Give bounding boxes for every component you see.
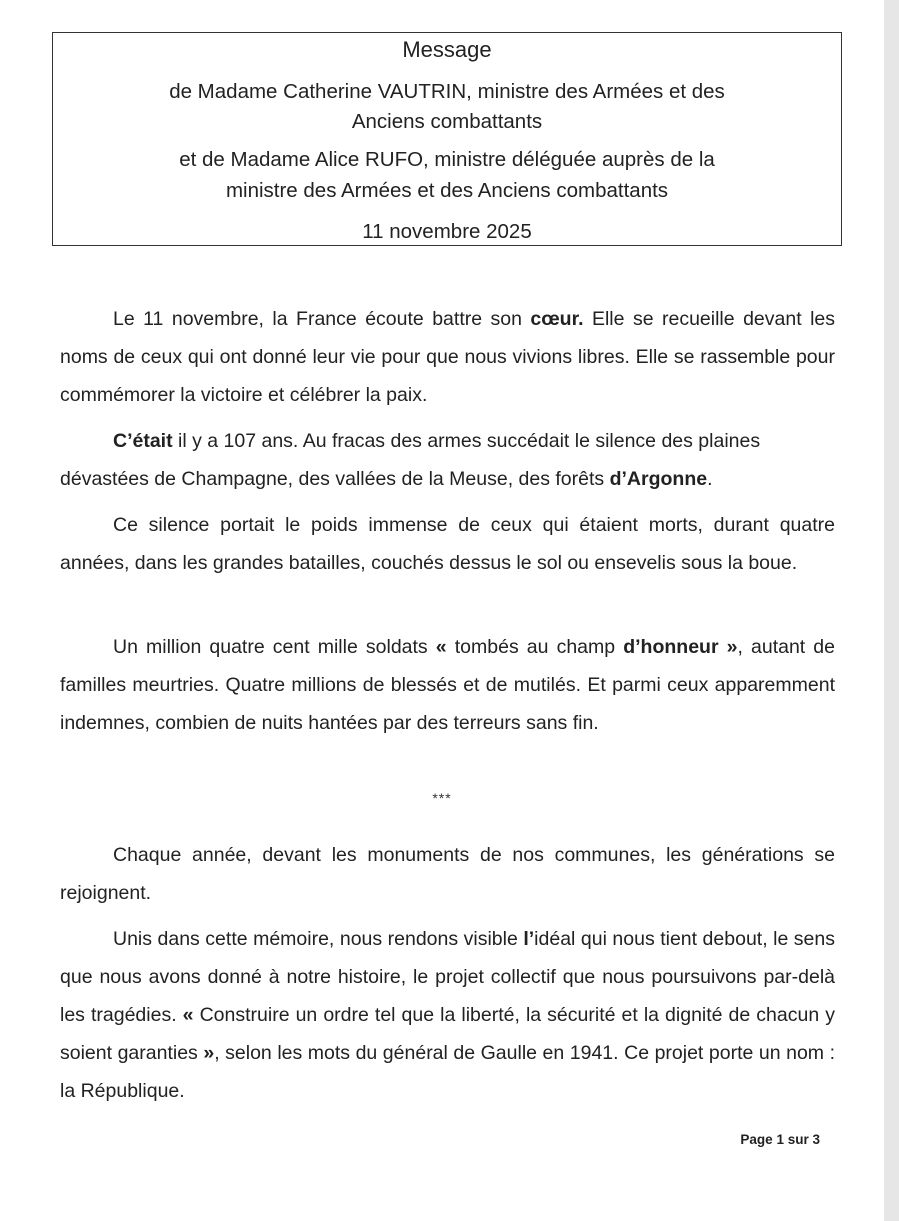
paragraph-5: Chaque année, devant les monuments de nos communes, les générations se rejoignent. (60, 844, 835, 904)
paragraph-6-part-e: Construire un ordre tel que la liberté, la sécurité et la dignité de chacun y soient garanties (60, 1004, 835, 1064)
paragraph-4 (60, 628, 835, 742)
page-number: 1 (776, 1132, 784, 1147)
paragraph-1-part-c: Elle se recueille devant les noms de ceux qui ont donné leur vie pour que nous vivions libres. Elle se rassemble pour commémorer la victoire et célébrer la paix. (60, 308, 835, 406)
page-number-footer (740, 1132, 820, 1147)
paragraph-2-part-c: d’Argonne (609, 468, 708, 490)
paragraph-4-part-e: , autant de familles meurtries. Quatre millions de blessés et de mutilés. Et parmi ceux apparemment indemnes, combien de nuits hantées par des terreurs sans fin. (60, 636, 835, 734)
header-line-anciens-combattants: Anciens combattants (351, 110, 543, 133)
paragraph-6-part-b: l’ (523, 928, 535, 950)
message-date: 11 novembre 2025 (362, 220, 532, 243)
page-total: 3 (812, 1132, 820, 1147)
paragraph-6-part-g: , selon les mots du général de Gaulle en 1941. Ce projet porte un nom : la République. (60, 1042, 835, 1102)
paragraph-1-part-a: Le 11 novembre, la France écoute battre son (113, 308, 531, 330)
paragraph-4-part-d: d’honneur » (623, 636, 738, 658)
paragraph-2-part-d: . (707, 468, 713, 490)
paragraph-4-part-a: Un million quatre cent mille soldats (113, 636, 436, 658)
paragraph-1 (60, 300, 835, 414)
paragraph-2 (60, 422, 835, 498)
paragraph-6-part-f: » (203, 1042, 215, 1064)
paragraph-3: Ce silence portait le poids immense de ceux qui étaient morts, durant quatre années, dans les grandes batailles, couchés dessus le sol ou ensevelis sous la boue. (60, 514, 835, 574)
paragraph-6-part-c: idéal qui nous tient debout, le sens que nous avons donné à notre histoire, le projet collectif que nous poursuivons par-delà les tragédies. (60, 928, 835, 1026)
paragraph-2-part-a: C’était (113, 430, 173, 452)
paragraph-6-part-a: Unis dans cette mémoire, nous rendons visible (113, 928, 524, 950)
page-separator: sur (783, 1132, 813, 1147)
paragraph-4-part-c: tombés au champ (446, 636, 624, 658)
paragraph-1-part-b: cœur. (530, 308, 584, 330)
paragraph-6 (60, 920, 835, 1110)
paragraph-2-part-b: il y a 107 ans. Au fracas des armes succédait le silence des plaines dévastées de Champagne, des vallées de la Meuse, des forêts (60, 430, 761, 490)
section-separator: *** (432, 790, 452, 806)
header-line-rufo: et de Madame Alice RUFO, ministre déléguée auprès de la (179, 148, 715, 171)
message-header-box (52, 32, 842, 246)
message-title: Message (402, 37, 492, 62)
header-line-ministre-armees: ministre des Armées et des Anciens combattants (225, 179, 669, 202)
page-prefix: Page (740, 1132, 777, 1147)
paragraph-6-part-d: « (182, 1004, 194, 1026)
paragraph-4-part-b: « (435, 636, 447, 658)
header-line-vautrin: de Madame Catherine VAUTRIN, ministre des Armées et des (169, 80, 725, 103)
